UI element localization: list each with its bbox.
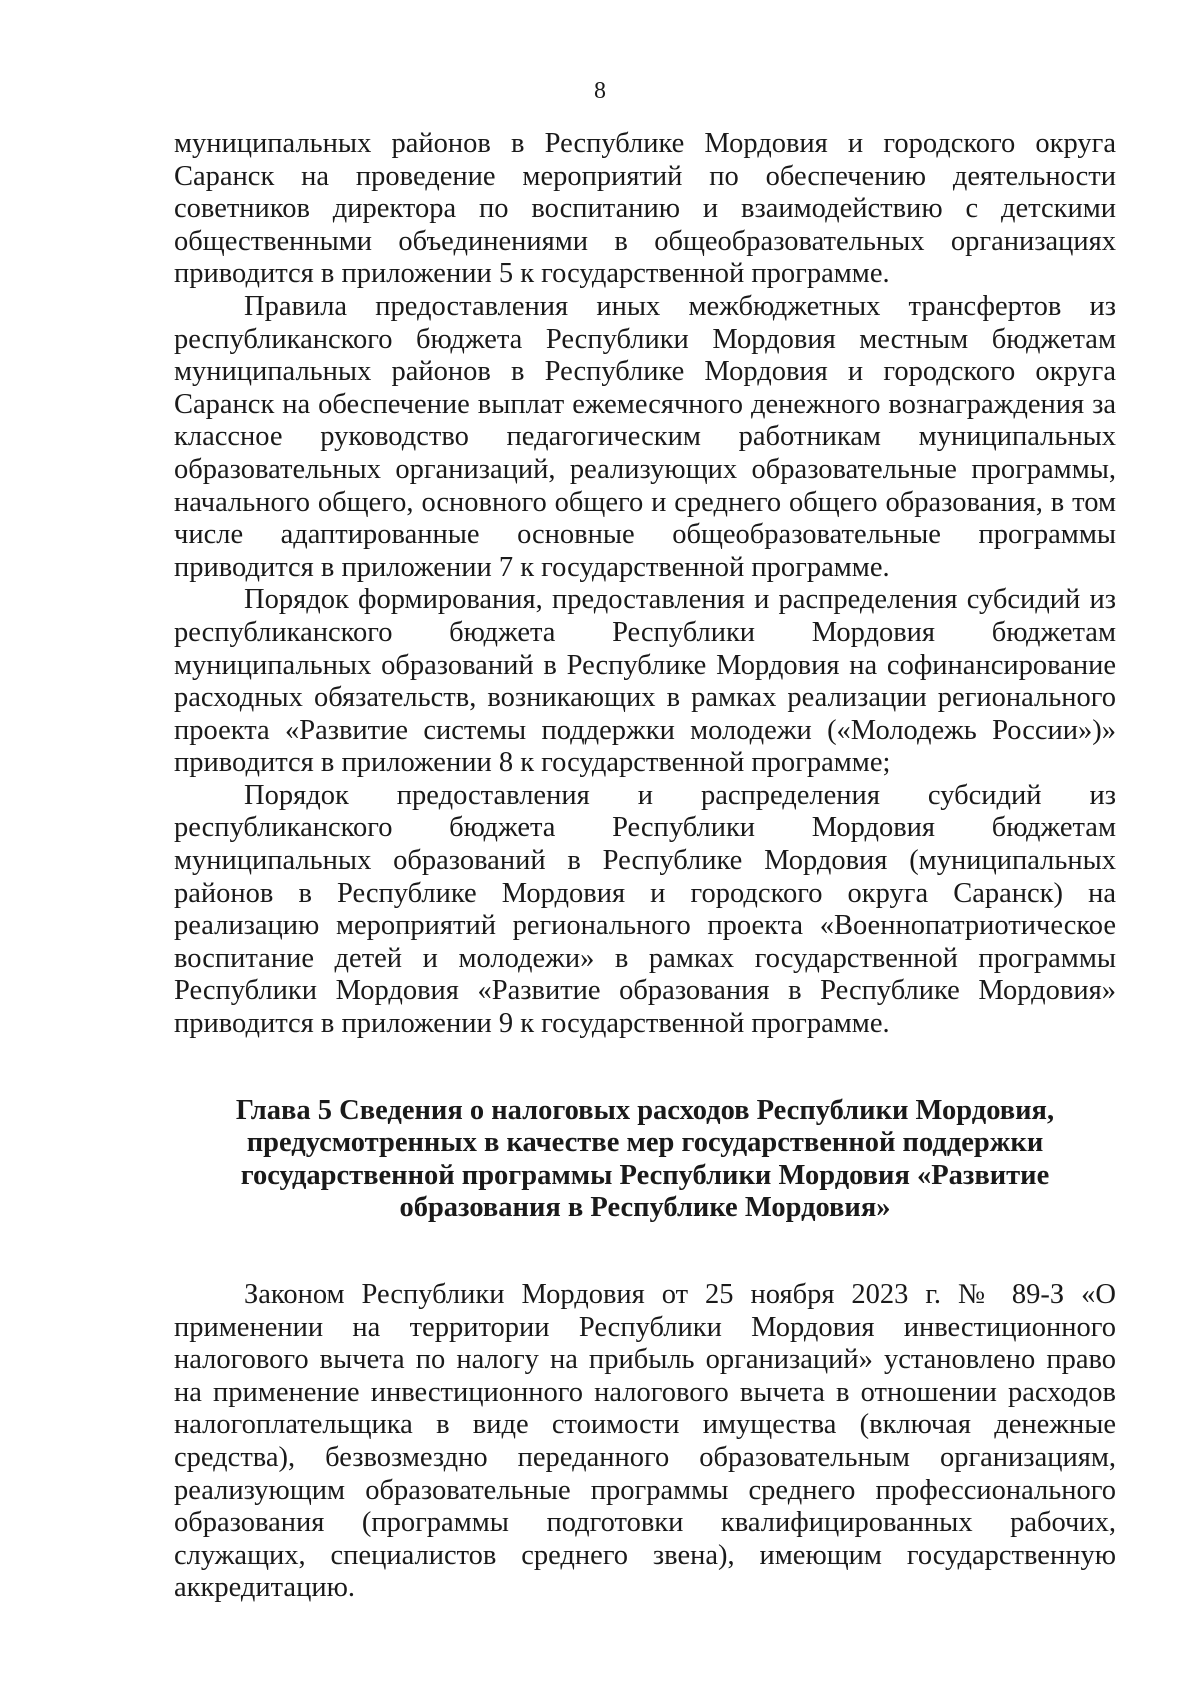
paragraph-order-subsidies-youth: Порядок формирования, предоставления и распределения субсидий из республиканского бюджета Республики Мордовия бюджетам муниципальных образований в Республике Мордовия на софинансирование расходных обязательств, возникающих в рамках реализации регионального проекта «Развитие системы поддержки молодежи («Молодежь России»)» приводится в приложении 8 к государственной программе; xyxy=(174,584,1116,779)
page-number: 8 xyxy=(594,78,606,104)
paragraph-tax-law: Законом Республики Мордовия от 25 ноября 2023 г. № 89-З «О применении на территории Республики Мордовия инвестиционного налогового вычета по налогу на прибыль организаций» установлено право на применение инвестиционного налогового вычета в отношении расходов налогоплательщика в виде стоимости имущества (включая денежные средства), безвозмездно переданного образовательным организациям, реализующим образовательные программы среднего профессионального образования (программы подготовки квалифицированных рабочих, служащих, специалистов среднего звена), имеющим государственную аккредитацию. xyxy=(174,1279,1116,1604)
chapter-heading: Глава 5 Сведения о налоговых расходов Республики Мордовия, предусмотренных в качестве мер государственной поддержки государственной программы Республики Мордовия «Развитие образования в Республике Мордовия» xyxy=(235,1094,1055,1224)
paragraph-order-subsidies-patriotic: Порядок предоставления и распределения субсидий из республиканского бюджета Республики Мордовия бюджетам муниципальных образований в Республике Мордовия (муниципальных районов в Республике Мордовия и городского округа Саранск) на реализацию мероприятий регионального проекта «Военнопатриотическое воспитание детей и молодежи» в рамках государственной программы Республики Мордовия «Развитие образования в Республике Мордовия» приводится в приложении 9 к государственной программе. xyxy=(174,779,1116,1040)
document-body xyxy=(174,128,1116,1605)
paragraph-rules-transfers: Правила предоставления иных межбюджетных трансфертов из республиканского бюджета Республики Мордовия местным бюджетам муниципальных районов в Республике Мордовия и городского округа Саранск на обеспечение выплат ежемесячного денежного вознаграждения за классное руководство педагогическим работникам муниципальных образовательных организаций, реализующих образовательные программы, начального общего, основного общего и среднего общего образования, в том числе адаптированные основные общеобразовательные программы приводится в приложении 7 к государственной программе. xyxy=(174,290,1116,583)
paragraph-continuation: муниципальных районов в Республике Мордовия и городского округа Саранск на проведение мероприятий по обеспечению деятельности советников директора по воспитанию и взаимодействию с детскими общественными объединениями в общеобразовательных организациях приводится в приложении 5 к государственной программе. xyxy=(174,128,1116,290)
